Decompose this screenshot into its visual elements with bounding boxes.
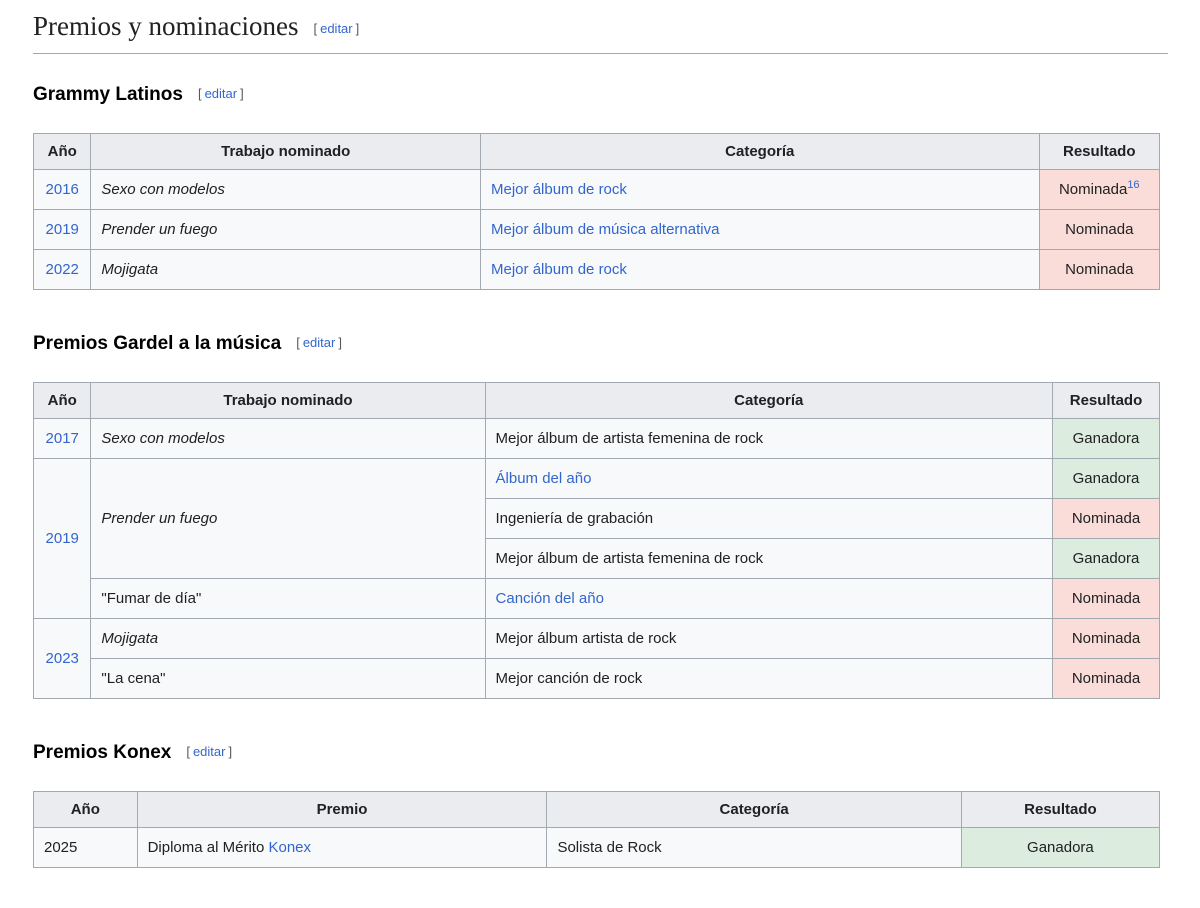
year-cell	[34, 250, 91, 290]
work-cell	[91, 250, 481, 290]
category-cell	[481, 170, 1039, 210]
table-row	[34, 659, 1160, 699]
year-link[interactable]: 2023	[45, 650, 79, 667]
year-link[interactable]: 2019	[45, 530, 79, 547]
work-cell	[91, 210, 481, 250]
edit-section	[186, 744, 232, 759]
work-cell	[91, 170, 481, 210]
result-cell: Ganadora	[1053, 539, 1160, 579]
edit-section	[313, 21, 359, 36]
bracket-close: ]	[240, 86, 244, 101]
result-cell: Nominada	[1053, 659, 1160, 699]
table-row	[34, 619, 1160, 659]
table-row	[34, 210, 1160, 250]
work-title: Sexo con modelos	[101, 181, 225, 198]
prize-cell	[137, 828, 547, 868]
table-row	[34, 170, 1160, 210]
year-link[interactable]: 2017	[45, 430, 79, 447]
category-link[interactable]: Mejor álbum de rock	[491, 181, 627, 198]
category-link[interactable]: Mejor álbum de rock	[491, 261, 627, 278]
edit-link[interactable]: editar	[320, 21, 353, 36]
section-premios-konex	[33, 742, 1168, 868]
result-cell: Ganadora	[1053, 419, 1160, 459]
table-row	[34, 828, 1160, 868]
work-title: Prender un fuego	[101, 510, 218, 527]
work-cell	[91, 579, 485, 619]
result-cell	[1039, 170, 1160, 210]
column-header-year: Año	[34, 383, 91, 419]
year-cell	[34, 459, 91, 619]
year-cell	[34, 619, 91, 699]
bracket-open: [	[296, 335, 300, 350]
year-cell: 2025	[34, 828, 138, 868]
edit-section	[296, 335, 342, 350]
category-cell	[481, 210, 1039, 250]
page-title-text: Premios y nominaciones	[33, 11, 299, 41]
work-cell	[91, 459, 485, 579]
work-cell	[91, 659, 485, 699]
table-row	[34, 419, 1160, 459]
column-header-result: Resultado	[961, 792, 1159, 828]
premios-konex-table	[33, 791, 1160, 868]
bracket-close: ]	[228, 744, 233, 759]
year-cell	[34, 419, 91, 459]
work-cell	[91, 419, 485, 459]
category-cell: Ingeniería de grabación	[485, 499, 1053, 539]
section-heading-text: Premios Gardel a la música	[33, 333, 282, 354]
page-title	[33, 8, 1168, 54]
section-heading-konex	[33, 742, 1168, 764]
category-cell	[485, 459, 1053, 499]
year-cell	[34, 170, 91, 210]
result-label: Nominada	[1058, 181, 1128, 198]
column-header-year: Año	[34, 792, 138, 828]
section-heading-gardel	[33, 333, 1168, 355]
category-cell	[485, 579, 1053, 619]
table-row	[34, 579, 1160, 619]
result-cell: Nominada	[1053, 579, 1160, 619]
reference-link[interactable]: 16	[1127, 179, 1140, 191]
result-cell: Nominada	[1039, 210, 1160, 250]
column-header-prize: Premio	[137, 792, 547, 828]
prize-text: Diploma al Mérito	[147, 839, 265, 856]
column-header-result: Resultado	[1039, 134, 1160, 170]
edit-link[interactable]: editar	[302, 335, 336, 350]
table-header-row	[34, 383, 1160, 419]
table-row	[34, 250, 1160, 290]
category-cell: Mejor álbum artista de rock	[485, 619, 1053, 659]
column-header-work: Trabajo nominado	[91, 383, 485, 419]
edit-link[interactable]: editar	[192, 744, 226, 759]
column-header-category: Categoría	[547, 792, 961, 828]
section-heading-text: Grammy Latinos	[33, 84, 183, 105]
section-heading-text: Premios Konex	[33, 742, 172, 763]
song-title: "La cena"	[101, 670, 166, 687]
work-cell	[91, 619, 485, 659]
year-cell	[34, 210, 91, 250]
bracket-open: [	[197, 86, 202, 101]
column-header-year: Año	[34, 134, 91, 170]
result-cell: Ganadora	[961, 828, 1159, 868]
edit-link[interactable]: editar	[204, 86, 238, 101]
category-cell	[481, 250, 1039, 290]
work-title: Sexo con modelos	[101, 430, 225, 447]
table-row	[34, 459, 1160, 499]
column-header-category: Categoría	[481, 134, 1039, 170]
category-cell: Mejor álbum de artista femenina de rock	[485, 419, 1053, 459]
work-title: Mojigata	[101, 261, 159, 278]
column-header-work: Trabajo nominado	[91, 134, 481, 170]
table-header-row	[34, 134, 1160, 170]
category-link[interactable]: Álbum del año	[495, 470, 592, 487]
bracket-open: [	[313, 21, 318, 36]
category-cell: Solista de Rock	[547, 828, 961, 868]
year-link[interactable]: 2022	[45, 261, 79, 278]
column-header-result: Resultado	[1053, 383, 1160, 419]
work-title: Prender un fuego	[101, 221, 218, 238]
prize-link[interactable]: Konex	[268, 839, 312, 856]
section-grammy-latinos	[33, 84, 1168, 290]
result-cell: Ganadora	[1053, 459, 1160, 499]
category-cell: Mejor canción de rock	[485, 659, 1053, 699]
year-link[interactable]: 2019	[45, 221, 79, 238]
table-header-row	[34, 792, 1160, 828]
category-link[interactable]: Mejor álbum de música alternativa	[491, 221, 720, 238]
work-title: Mojigata	[101, 630, 159, 647]
result-cell: Nominada	[1053, 499, 1160, 539]
bracket-open: [	[186, 744, 190, 759]
grammy-latinos-table	[33, 133, 1160, 290]
edit-section	[198, 86, 244, 101]
result-cell: Nominada	[1053, 619, 1160, 659]
result-cell: Nominada	[1039, 250, 1160, 290]
column-header-category: Categoría	[485, 383, 1053, 419]
section-premios-gardel	[33, 333, 1168, 699]
bracket-close: ]	[355, 21, 360, 36]
section-heading-grammy	[33, 84, 1168, 106]
year-link[interactable]: 2016	[45, 181, 79, 198]
category-cell: Mejor álbum de artista femenina de rock	[485, 539, 1053, 579]
premios-gardel-table	[33, 382, 1160, 699]
category-link[interactable]: Canción del año	[495, 590, 604, 607]
song-title: "Fumar de día"	[101, 590, 202, 607]
bracket-close: ]	[338, 335, 342, 350]
